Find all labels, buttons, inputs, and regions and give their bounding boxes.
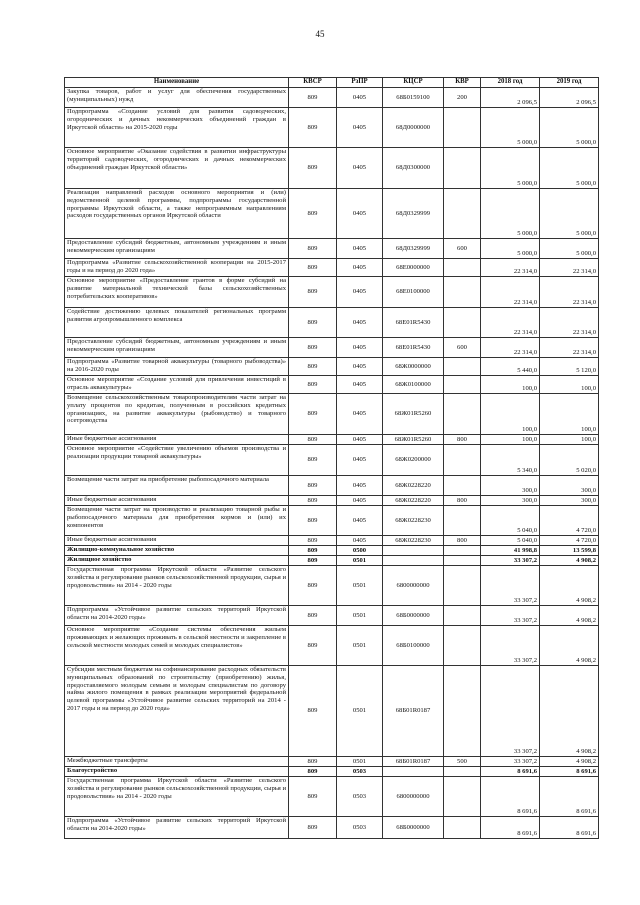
cell-kvr xyxy=(444,666,481,757)
table-row xyxy=(65,445,599,476)
cell-kvsr: 809 xyxy=(289,277,337,308)
cell-2018: 41 998,8 xyxy=(481,546,540,556)
cell-2019: 4 720,0 xyxy=(540,506,599,536)
cell-name: Основное мероприятие «Оказание содействия в развитии инфраструктуры территорий садоводческих, огороднических и дачных некоммерческих объединений граждан Иркутской области» xyxy=(65,148,289,189)
cell-kvr xyxy=(444,358,481,376)
cell-kvr: 800 xyxy=(444,536,481,546)
table-row xyxy=(65,308,599,338)
cell-rzpr: 0405 xyxy=(337,506,383,536)
cell-2018: 100,0 xyxy=(481,376,540,394)
cell-name: Подпрограмма «Развитие товарной аквакультуры (товарного рыбоводства)» на 2016-2020 годы xyxy=(65,358,289,376)
cell-2018: 8 691,6 xyxy=(481,817,540,839)
cell-2018: 8 691,6 xyxy=(481,767,540,777)
cell-kvr xyxy=(444,189,481,239)
cell-kvsr: 809 xyxy=(289,556,337,566)
cell-2019: 5 000,0 xyxy=(540,108,599,148)
cell-2018: 100,0 xyxy=(481,435,540,445)
table-row xyxy=(65,476,599,496)
cell-rzpr: 0501 xyxy=(337,606,383,626)
cell-kvsr: 809 xyxy=(289,757,337,767)
cell-rzpr: 0501 xyxy=(337,666,383,757)
header-kvsr: КВСР xyxy=(289,78,337,88)
cell-2018: 5 040,0 xyxy=(481,506,540,536)
table-row xyxy=(65,767,599,777)
cell-kvsr: 809 xyxy=(289,496,337,506)
header-2018: 2018 год xyxy=(481,78,540,88)
table-row xyxy=(65,189,599,239)
cell-name: Реализация направлений расходов основного мероприятия и (или) ведомственной целевой программы, подпрограммы государственной программы Иркутской области, а также непрограммным направлениям расходов государственных органов Иркутской области xyxy=(65,189,289,239)
table-row xyxy=(65,536,599,546)
cell-2018: 33 307,2 xyxy=(481,666,540,757)
cell-rzpr: 0500 xyxy=(337,546,383,556)
cell-kvsr: 809 xyxy=(289,536,337,546)
cell-name: Государственная программа Иркутской области «Развитие сельского хозяйства и регулирование рынков сельскохозяйственной продукции, сырья и продовольствия» на 2014 - 2020 годы xyxy=(65,566,289,606)
table-row xyxy=(65,566,599,606)
cell-2018: 33 307,2 xyxy=(481,566,540,606)
cell-kvr: 600 xyxy=(444,239,481,259)
cell-2019: 4 908,2 xyxy=(540,606,599,626)
cell-name: Основное мероприятие «Предоставление грантов в форме субсидий на развитие материальной технической базы сельскохозяйственных потребительских кооперативов» xyxy=(65,277,289,308)
cell-2019: 100,0 xyxy=(540,376,599,394)
cell-kvr xyxy=(444,817,481,839)
cell-2018: 5 000,0 xyxy=(481,239,540,259)
cell-kvr xyxy=(444,148,481,189)
cell-kcsr: 68Б01R0187 xyxy=(383,757,444,767)
table-row xyxy=(65,148,599,189)
cell-2019: 22 314,0 xyxy=(540,277,599,308)
cell-kcsr: 68Б01R0187 xyxy=(383,666,444,757)
table-row xyxy=(65,666,599,757)
cell-kvsr: 809 xyxy=(289,546,337,556)
cell-2018: 33 307,2 xyxy=(481,626,540,666)
cell-2018: 2 096,5 xyxy=(481,88,540,108)
table-row xyxy=(65,259,599,277)
cell-2019: 8 691,6 xyxy=(540,767,599,777)
cell-kvr xyxy=(444,394,481,435)
cell-kvsr: 809 xyxy=(289,108,337,148)
cell-rzpr: 0501 xyxy=(337,556,383,566)
cell-2019: 100,0 xyxy=(540,394,599,435)
cell-2018: 33 307,2 xyxy=(481,556,540,566)
header-rzpr: РзПР xyxy=(337,78,383,88)
cell-kcsr xyxy=(383,546,444,556)
cell-rzpr: 0405 xyxy=(337,88,383,108)
table-row xyxy=(65,626,599,666)
cell-rzpr: 0503 xyxy=(337,767,383,777)
cell-name: Подпрограмма «Устойчивое развитие сельских территорий Иркутской области на 2014-2020 годы» xyxy=(65,606,289,626)
cell-kcsr: 68Б0000000 xyxy=(383,606,444,626)
cell-name: Иные бюджетные ассигнования xyxy=(65,435,289,445)
table-header-row xyxy=(65,78,599,88)
cell-kcsr: 68Д0000000 xyxy=(383,108,444,148)
table-body xyxy=(65,88,599,839)
cell-2019: 22 314,0 xyxy=(540,308,599,338)
cell-name: Благоустройство xyxy=(65,767,289,777)
cell-kvsr: 809 xyxy=(289,148,337,189)
cell-kcsr: 6800000000 xyxy=(383,566,444,606)
cell-2018: 22 314,0 xyxy=(481,338,540,358)
cell-kvsr: 809 xyxy=(289,767,337,777)
cell-name: Межбюджетные трансферты xyxy=(65,757,289,767)
cell-kvsr: 809 xyxy=(289,606,337,626)
cell-kvr xyxy=(444,476,481,496)
cell-kcsr: 68Е01R5430 xyxy=(383,308,444,338)
cell-2018: 33 307,2 xyxy=(481,757,540,767)
table-row xyxy=(65,506,599,536)
cell-2018: 5 440,0 xyxy=(481,358,540,376)
cell-kvr xyxy=(444,606,481,626)
cell-2019: 300,0 xyxy=(540,476,599,496)
cell-kcsr: 68Е0100000 xyxy=(383,277,444,308)
cell-kvsr: 809 xyxy=(289,817,337,839)
cell-2018: 5 000,0 xyxy=(481,108,540,148)
cell-rzpr: 0405 xyxy=(337,308,383,338)
table-row xyxy=(65,108,599,148)
cell-rzpr: 0405 xyxy=(337,496,383,506)
cell-name: Жилищное хозяйство xyxy=(65,556,289,566)
cell-kcsr: 68Ж0000000 xyxy=(383,358,444,376)
cell-kvsr: 809 xyxy=(289,566,337,606)
cell-name: Подпрограмма «Создание условий для развития садоводческих, огороднических и дачных некоммерческих объединений граждан в Иркутской области» на 2015-2020 годы xyxy=(65,108,289,148)
cell-kvr xyxy=(444,556,481,566)
cell-rzpr: 0501 xyxy=(337,626,383,666)
cell-2019: 100,0 xyxy=(540,435,599,445)
cell-2019: 5 120,0 xyxy=(540,358,599,376)
cell-kvr: 800 xyxy=(444,435,481,445)
cell-kvr xyxy=(444,259,481,277)
table-row xyxy=(65,88,599,108)
cell-kvr xyxy=(444,777,481,817)
cell-2018: 22 314,0 xyxy=(481,277,540,308)
cell-rzpr: 0405 xyxy=(337,148,383,189)
cell-rzpr: 0405 xyxy=(337,259,383,277)
cell-rzpr: 0501 xyxy=(337,566,383,606)
cell-rzpr: 0405 xyxy=(337,476,383,496)
table-row xyxy=(65,757,599,767)
cell-name: Возмещение части затрат на приобретение рыбопосадочного материала xyxy=(65,476,289,496)
cell-kvr xyxy=(444,308,481,338)
cell-rzpr: 0405 xyxy=(337,239,383,259)
cell-2018: 5 000,0 xyxy=(481,189,540,239)
cell-rzpr: 0405 xyxy=(337,277,383,308)
cell-kcsr xyxy=(383,767,444,777)
cell-2019: 5 000,0 xyxy=(540,148,599,189)
cell-kcsr: 68Ж0228230 xyxy=(383,506,444,536)
cell-kvr: 800 xyxy=(444,496,481,506)
table-row xyxy=(65,496,599,506)
cell-2018: 5 340,0 xyxy=(481,445,540,476)
cell-kvsr: 809 xyxy=(289,358,337,376)
table-row xyxy=(65,358,599,376)
cell-2018: 22 314,0 xyxy=(481,308,540,338)
table-row xyxy=(65,817,599,839)
cell-kvsr: 809 xyxy=(289,259,337,277)
cell-2019: 13 599,8 xyxy=(540,546,599,556)
cell-2018: 5 040,0 xyxy=(481,536,540,546)
cell-kvr xyxy=(444,506,481,536)
cell-name: Жилищно-коммунальное хозяйство xyxy=(65,546,289,556)
cell-2019: 4 908,2 xyxy=(540,556,599,566)
cell-rzpr: 0405 xyxy=(337,536,383,546)
cell-kvsr: 809 xyxy=(289,626,337,666)
cell-name: Возмещение сельскохозяйственным товаропроизводителям части затрат на уплату процентов по кредитам, полученным в российских кредитных организациях, на развитие аквакультуры (рыбоводство) и товарного осетроводства xyxy=(65,394,289,435)
cell-kvsr: 809 xyxy=(289,476,337,496)
table-row xyxy=(65,376,599,394)
cell-name: Закупка товаров, работ и услуг для обеспечения государственных (муниципальных) нужд xyxy=(65,88,289,108)
cell-kcsr: 68Е0000000 xyxy=(383,259,444,277)
cell-kvsr: 809 xyxy=(289,435,337,445)
cell-2018: 8 691,6 xyxy=(481,777,540,817)
cell-kcsr: 68Д0329999 xyxy=(383,239,444,259)
cell-kvsr: 809 xyxy=(289,445,337,476)
cell-rzpr: 0405 xyxy=(337,338,383,358)
table-row xyxy=(65,606,599,626)
header-name: Наименование xyxy=(65,78,289,88)
cell-kcsr: 68Ж0228230 xyxy=(383,536,444,546)
cell-kvr xyxy=(444,108,481,148)
table-row xyxy=(65,394,599,435)
cell-kcsr: 68Ж0200000 xyxy=(383,445,444,476)
cell-kvsr: 809 xyxy=(289,88,337,108)
cell-kvsr: 809 xyxy=(289,394,337,435)
header-kcsr: КЦСР xyxy=(383,78,444,88)
cell-rzpr: 0405 xyxy=(337,435,383,445)
cell-kcsr: 68Д0329999 xyxy=(383,189,444,239)
cell-kvsr: 809 xyxy=(289,777,337,817)
cell-2019: 5 020,0 xyxy=(540,445,599,476)
cell-kvr xyxy=(444,277,481,308)
cell-name: Основное мероприятие «Создание условий для привлечения инвестиций в отрасль аквакультуры» xyxy=(65,376,289,394)
cell-kvsr: 809 xyxy=(289,376,337,394)
header-kvr: КВР xyxy=(444,78,481,88)
cell-name: Подпрограмма «Развитие сельскохозяйственной кооперации на 2015-2017 годы и на период до 2020 года» xyxy=(65,259,289,277)
cell-2019: 4 908,2 xyxy=(540,666,599,757)
budget-table xyxy=(64,77,599,839)
cell-2019: 4 720,0 xyxy=(540,536,599,546)
table-row xyxy=(65,777,599,817)
cell-kvsr: 809 xyxy=(289,506,337,536)
table-row xyxy=(65,546,599,556)
page-number: 45 xyxy=(315,29,325,39)
cell-2018: 300,0 xyxy=(481,476,540,496)
cell-kvr xyxy=(444,445,481,476)
cell-kcsr: 68Ж0100000 xyxy=(383,376,444,394)
cell-2019: 2 096,5 xyxy=(540,88,599,108)
table-row xyxy=(65,338,599,358)
cell-2019: 4 908,2 xyxy=(540,626,599,666)
cell-kvsr: 809 xyxy=(289,338,337,358)
table-row xyxy=(65,239,599,259)
cell-name: Предоставление субсидий бюджетным, автономным учреждениям и иным некоммерческим организациям xyxy=(65,239,289,259)
cell-name: Подпрограмма «Устойчивое развитие сельских территорий Иркутской области на 2014-2020 годы» xyxy=(65,817,289,839)
cell-2019: 22 314,0 xyxy=(540,338,599,358)
table-row xyxy=(65,556,599,566)
cell-kcsr: 68Ж0228220 xyxy=(383,476,444,496)
cell-kvsr: 809 xyxy=(289,239,337,259)
cell-name: Основное мероприятие «Создание системы обеспечения жильем проживающих и желающих проживать в сельской местности и закрепление в сельской местности молодых семей и молодых специалистов» xyxy=(65,626,289,666)
cell-rzpr: 0405 xyxy=(337,358,383,376)
cell-rzpr: 0501 xyxy=(337,757,383,767)
cell-kvr xyxy=(444,546,481,556)
cell-2019: 8 691,6 xyxy=(540,817,599,839)
cell-2019: 22 314,0 xyxy=(540,259,599,277)
cell-kcsr: 68Б0159100 xyxy=(383,88,444,108)
cell-2019: 8 691,6 xyxy=(540,777,599,817)
cell-2018: 300,0 xyxy=(481,496,540,506)
cell-kcsr: 68Ж01R5260 xyxy=(383,435,444,445)
cell-2018: 100,0 xyxy=(481,394,540,435)
cell-kvsr: 809 xyxy=(289,308,337,338)
cell-kcsr: 68Б0100000 xyxy=(383,626,444,666)
cell-name: Возмещение части затрат на производство и реализацию товарной рыбы и рыбопосадочного материала для приобретения кормов и (или) их компонентов xyxy=(65,506,289,536)
cell-2019: 4 908,2 xyxy=(540,757,599,767)
cell-name: Иные бюджетные ассигнования xyxy=(65,536,289,546)
cell-2019: 5 000,0 xyxy=(540,189,599,239)
cell-rzpr: 0405 xyxy=(337,189,383,239)
cell-name: Государственная программа Иркутской области «Развитие сельского хозяйства и регулирование рынков сельскохозяйственной продукции, сырья и продовольствия» на 2014 - 2020 годы xyxy=(65,777,289,817)
cell-kvr: 600 xyxy=(444,338,481,358)
cell-rzpr: 0405 xyxy=(337,108,383,148)
cell-kcsr: 68Е01R5430 xyxy=(383,338,444,358)
cell-rzpr: 0503 xyxy=(337,817,383,839)
cell-name: Содействие достижению целевых показателей региональных программ развития агропромышленного комплекса xyxy=(65,308,289,338)
cell-rzpr: 0405 xyxy=(337,376,383,394)
cell-kcsr: 68Ж01R5260 xyxy=(383,394,444,435)
cell-rzpr: 0405 xyxy=(337,394,383,435)
cell-2018: 5 000,0 xyxy=(481,148,540,189)
cell-kvr: 200 xyxy=(444,88,481,108)
cell-2018: 33 307,2 xyxy=(481,606,540,626)
cell-kcsr xyxy=(383,556,444,566)
cell-kcsr: 68Б0000000 xyxy=(383,817,444,839)
cell-kvr: 500 xyxy=(444,757,481,767)
cell-kcsr: 68Ж0228220 xyxy=(383,496,444,506)
cell-name: Основное мероприятие «Содействие увеличению объемов производства и реализации продукции товарной аквакультуры» xyxy=(65,445,289,476)
table-row xyxy=(65,435,599,445)
cell-kvr xyxy=(444,376,481,394)
cell-rzpr: 0405 xyxy=(337,445,383,476)
cell-kvr xyxy=(444,626,481,666)
cell-rzpr: 0503 xyxy=(337,777,383,817)
header-2019: 2019 год xyxy=(540,78,599,88)
cell-kvr xyxy=(444,767,481,777)
cell-name: Иные бюджетные ассигнования xyxy=(65,496,289,506)
cell-kvsr: 809 xyxy=(289,189,337,239)
cell-2018: 22 314,0 xyxy=(481,259,540,277)
cell-2019: 4 908,2 xyxy=(540,566,599,606)
cell-kvr xyxy=(444,566,481,606)
cell-name: Предоставление субсидий бюджетным, автономным учреждениям и иным некоммерческим организациям xyxy=(65,338,289,358)
cell-2019: 300,0 xyxy=(540,496,599,506)
cell-kvsr: 809 xyxy=(289,666,337,757)
cell-kcsr: 6800000000 xyxy=(383,777,444,817)
table-row xyxy=(65,277,599,308)
cell-2019: 5 000,0 xyxy=(540,239,599,259)
cell-kcsr: 68Д0300000 xyxy=(383,148,444,189)
cell-name: Субсидии местным бюджетам на софинансирование расходных обязательств муниципальных образований по строительству (приобретению) жилья, предоставляемого молодым семьям и молодым специалистам по договору найма жилого помещения в рамках реализации мероприятий федеральной целевой программы «Устойчивое развитие сельских территорий на 2014 - 2017 годы и на период до 2020 года» xyxy=(65,666,289,757)
